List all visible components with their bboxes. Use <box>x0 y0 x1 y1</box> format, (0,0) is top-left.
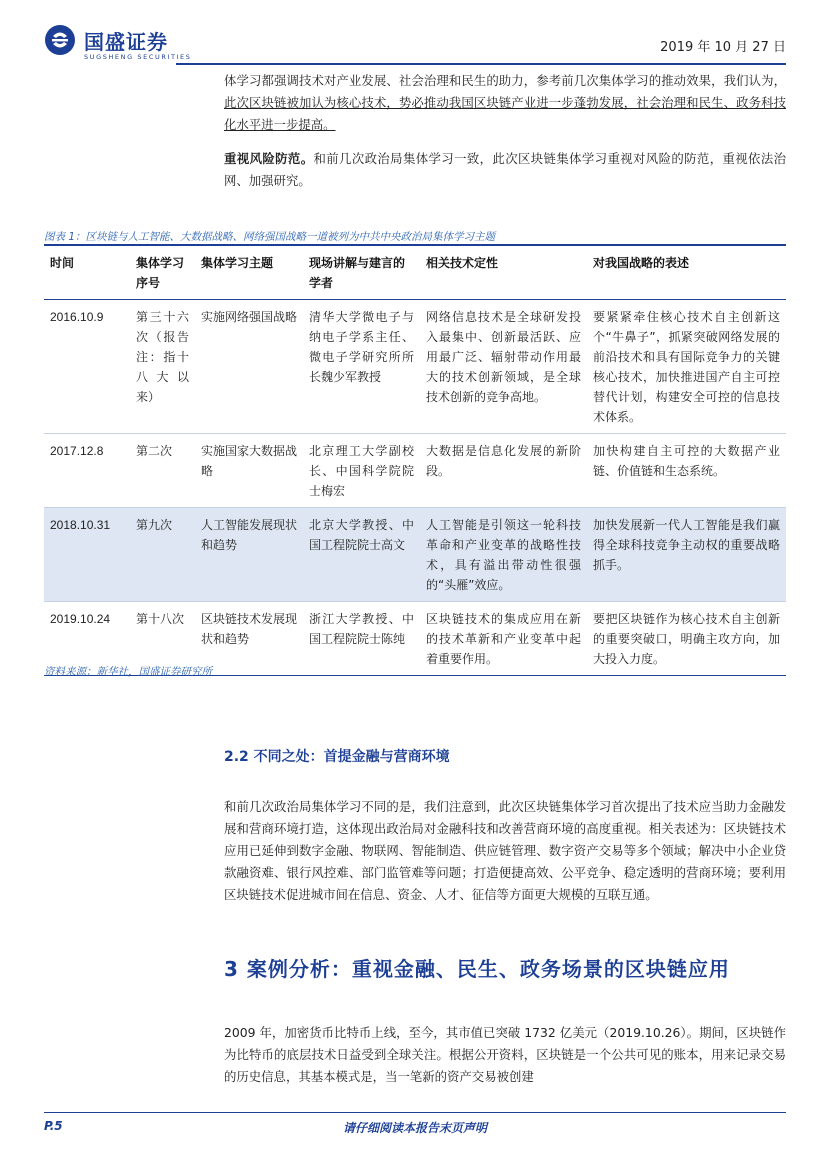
risk-heading: 重视风险防范。 <box>224 151 314 166</box>
column-header: 集体学习主题 <box>195 245 303 300</box>
table-cell: 实施国家大数据战略 <box>195 434 303 508</box>
table-cell: 第十八次 <box>130 602 195 676</box>
column-header: 时间 <box>44 245 130 300</box>
intro-paragraph <box>224 70 786 136</box>
section-heading-3: 3 案例分析：重视金融、民生、政务场景的区块链应用 <box>224 957 730 981</box>
column-header: 集体学习序号 <box>130 245 195 300</box>
table-cell: 2017.12.8 <box>44 434 130 508</box>
section-3-paragraph: 2009 年，加密货币比特币上线，至今，其市值已突破 1732 亿美元（2019.10.26）。期间，区块链作为比特币的底层技术日益受到全球关注。根据公开资料，区块链是一个公共可见的账本，用来记录交易的历史信息，其基本模式是，当一笔新的资产交易被创建 <box>224 1025 786 1084</box>
table-cell: 区块链技术发展现状和趋势 <box>195 602 303 676</box>
table-cell: 实施网络强国战略 <box>195 300 303 434</box>
table-cell: 第二次 <box>130 434 195 508</box>
table-cell: 北京理工大学副校长、中国科学院院士梅宏 <box>303 434 420 508</box>
figure-source: 资料来源：新华社，国盛证券研究所 <box>44 666 212 678</box>
page-footer <box>44 1112 786 1139</box>
risk-text: 和前几次政治局集体学习一致，此次区块链集体学习重视对风险的防范，重视依法治网、加强研究。 <box>224 151 787 188</box>
table-cell: 人工智能发展现状和趋势 <box>195 508 303 602</box>
table-cell: 大数据是信息化发展的新阶段。 <box>420 434 587 508</box>
footer-disclaimer: 请仔细阅读本报告末页声明 <box>342 1121 487 1135</box>
table-cell: 清华大学微电子与纳电子学系主任、微电子学研究所所长魏少军教授 <box>303 300 420 434</box>
table-cell: 2018.10.31 <box>44 508 130 602</box>
table-cell: 浙江大学教授、中国工程院院士陈纯 <box>303 602 420 676</box>
table-row <box>44 434 786 508</box>
header-divider <box>176 63 786 65</box>
figure-caption: 图表 1：区块链与人工智能、大数据战略、网络强国战略一道被列为中共中央政治局集体学习主题 <box>44 231 496 243</box>
table-row <box>44 300 786 434</box>
column-header: 相关技术定性 <box>420 245 587 300</box>
section-2-2-paragraph: 和前几次政治局集体学习不同的是，我们注意到，此次区块链集体学习首次提出了技术应当助力金融发展和营商环境打造，这体现出政治局对金融科技和改善营商环境的高度重视。相关表述为：区块链技术应用已延伸到数字金融、物联网、智能制造、供应链管理、数字资产交易等多个领域；解决中小企业贷款融资难、银行风控难、部门监管难等问题；打造便捷高效、公平竞争、稳定透明的营商环境；要利用区块链技术促进城市间在信息、资金、人才、征信等方面更大规模的互联互通。 <box>224 799 786 902</box>
column-header: 现场讲解与建言的学者 <box>303 245 420 300</box>
table-header-row <box>44 245 786 300</box>
table-cell: 要紧紧牵住核心技术自主创新这个“牛鼻子”，抓紧突破网络发展的前沿技术和具有国际竞争力的关键核心技术，加快推进国产自主可控替代计划，构建安全可控的信息技术体系。 <box>587 300 786 434</box>
table-cell: 要把区块链作为核心技术自主创新的重要突破口，明确主攻方向，加大投入力度。 <box>587 602 786 676</box>
risk-paragraph <box>224 148 786 192</box>
table-cell: 人工智能是引领这一轮科技革命和产业变革的战略性技术，具有溢出带动性很强的“头雁”效应。 <box>420 508 587 602</box>
table-cell: 加快发展新一代人工智能是我们赢得全球科技竞争主动权的重要战略抓手。 <box>587 508 786 602</box>
column-header: 对我国战略的表述 <box>587 245 786 300</box>
section-heading-2-2: 2.2 不同之处：首提金融与营商环境 <box>224 749 450 765</box>
logo-mark-icon <box>44 24 76 56</box>
table-cell: 2016.10.9 <box>44 300 130 434</box>
page-number: P.5 <box>44 1119 63 1133</box>
company-logo <box>44 24 204 64</box>
table-cell: 第三十六次（报告注：指十八大以来） <box>130 300 195 434</box>
intro-text: 体学习都强调技术对产业发展、社会治理和民生的助力，参考前几次集体学习的推动效果，我们认为， <box>224 73 786 88</box>
table-cell: 第九次 <box>130 508 195 602</box>
table-cell: 网络信息技术是全球研发投入最集中、创新最活跃、应用最广泛、辐射带动作用最大的技术创新领域，是全球技术创新的竞争高地。 <box>420 300 587 434</box>
table-cell: 区块链技术的集成应用在新的技术革新和产业变革中起着重要作用。 <box>420 602 587 676</box>
table-cell: 2019.10.24 <box>44 602 130 676</box>
table-cell: 北京大学教授、中国工程院院士高文 <box>303 508 420 602</box>
intro-underlined-text: 此次区块链被加认为核心技术，势必推动我国区块链产业进一步蓬勃发展，社会治理和民生、政务科技化水平进一步提高。 <box>224 95 786 132</box>
study-sessions-table <box>44 244 786 676</box>
table-cell: 加快构建自主可控的大数据产业链、价值链和生态系统。 <box>587 434 786 508</box>
company-name: 国盛证券 <box>84 30 168 54</box>
company-name-en: SUGSHENG SECURITIES <box>84 53 192 61</box>
report-date: 2019 年 10 月 27 日 <box>660 40 786 55</box>
table-row <box>44 508 786 602</box>
